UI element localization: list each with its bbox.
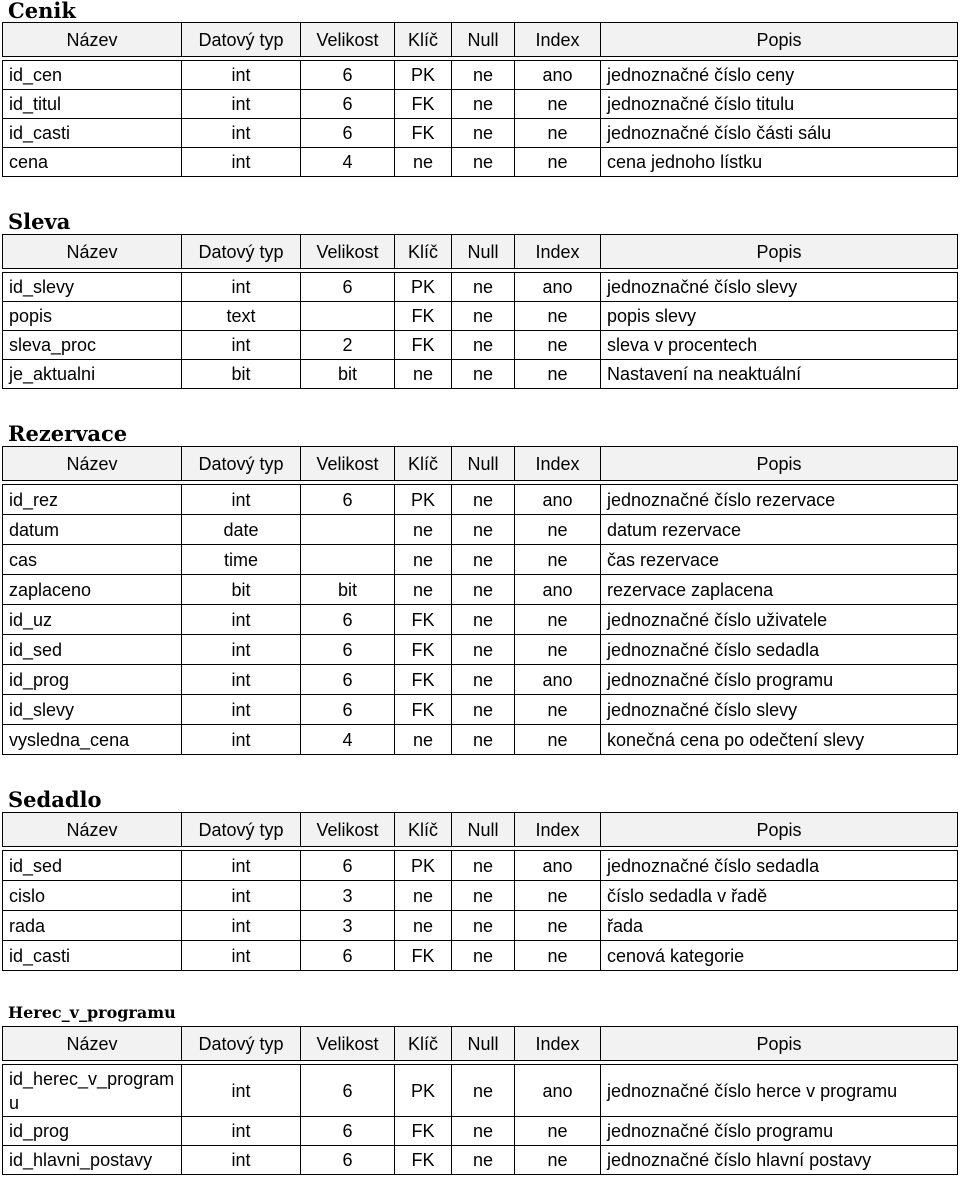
cell-index: ne: [515, 725, 601, 755]
table-title-herec-v-programu: Herec_v_programu: [8, 1003, 176, 1022]
cell-null: ne: [452, 302, 515, 331]
cell-null: ne: [452, 635, 515, 665]
column-header-datovy-typ: Datový typ: [182, 1027, 301, 1061]
cell-klic: ne: [395, 725, 452, 755]
column-header-klic: Klíč: [395, 235, 452, 269]
column-header-index: Index: [515, 813, 601, 847]
cell-velikost: 6: [301, 90, 395, 119]
column-header-index: Index: [515, 235, 601, 269]
cell-popis: jednoznačné číslo uživatele: [601, 605, 958, 635]
cell-nazev: id_casti: [3, 941, 182, 971]
cell-nazev: id_hlavni_postavy: [3, 1146, 182, 1175]
table-header-row: [3, 447, 958, 481]
table-row: [3, 881, 958, 911]
cell-nazev: cas: [3, 545, 182, 575]
cell-velikost: 6: [301, 635, 395, 665]
cell-null: ne: [452, 331, 515, 360]
cell-popis: datum rezervace: [601, 515, 958, 545]
column-header-popis: Popis: [601, 1027, 958, 1061]
cell-nazev: id_sed: [3, 635, 182, 665]
table-title-rezervace: Rezervace: [8, 421, 128, 446]
cell-null: ne: [452, 851, 515, 881]
table-row: [3, 119, 958, 148]
cell-velikost: [301, 545, 395, 575]
cell-nazev: id_titul: [3, 90, 182, 119]
cell-datovy-typ: int: [182, 148, 301, 177]
table-row: [3, 695, 958, 725]
cell-klic: ne: [395, 545, 452, 575]
cell-nazev: cena: [3, 148, 182, 177]
cell-index: ano: [515, 851, 601, 881]
cell-velikost: [301, 302, 395, 331]
cell-index: ne: [515, 90, 601, 119]
column-header-datovy-typ: Datový typ: [182, 813, 301, 847]
cell-popis: jednoznačné číslo titulu: [601, 90, 958, 119]
cell-popis: jednoznačné číslo sedadla: [601, 851, 958, 881]
table-row: [3, 360, 958, 389]
cell-index: ano: [515, 665, 601, 695]
cell-index: ne: [515, 911, 601, 941]
cell-klic: FK: [395, 941, 452, 971]
cell-index: ano: [515, 575, 601, 605]
cell-datovy-typ: bit: [182, 575, 301, 605]
cell-index: ano: [515, 1065, 601, 1117]
column-header-velikost: Velikost: [301, 23, 395, 57]
cell-klic: FK: [395, 1117, 452, 1146]
table-header-row: [3, 23, 958, 57]
cell-index: ne: [515, 302, 601, 331]
data-table-herec-v-programu: [2, 1026, 958, 1175]
table-title-sleva: Sleva: [8, 209, 71, 234]
column-header-index: Index: [515, 1027, 601, 1061]
table-row: [3, 635, 958, 665]
cell-index: ne: [515, 941, 601, 971]
cell-null: ne: [452, 1146, 515, 1175]
cell-nazev: id_cen: [3, 61, 182, 90]
cell-null: ne: [452, 605, 515, 635]
column-header-null: Null: [452, 813, 515, 847]
cell-velikost: 6: [301, 1065, 395, 1117]
cell-velikost: 4: [301, 148, 395, 177]
cell-klic: FK: [395, 695, 452, 725]
cell-index: ano: [515, 485, 601, 515]
cell-datovy-typ: int: [182, 941, 301, 971]
cell-klic: ne: [395, 360, 452, 389]
table-row: [3, 331, 958, 360]
column-header-velikost: Velikost: [301, 235, 395, 269]
cell-popis: jednoznačné číslo programu: [601, 1117, 958, 1146]
cell-klic: FK: [395, 331, 452, 360]
cell-popis: sleva v procentech: [601, 331, 958, 360]
cell-nazev: id_herec_v_programu: [3, 1065, 182, 1117]
table-row: [3, 851, 958, 881]
cell-velikost: 6: [301, 665, 395, 695]
cell-null: ne: [452, 911, 515, 941]
cell-datovy-typ: int: [182, 635, 301, 665]
column-header-datovy-typ: Datový typ: [182, 447, 301, 481]
cell-null: ne: [452, 485, 515, 515]
table-row: [3, 61, 958, 90]
cell-nazev: je_aktualni: [3, 360, 182, 389]
cell-klic: ne: [395, 148, 452, 177]
data-table-sedadlo: [2, 812, 958, 971]
cell-datovy-typ: text: [182, 302, 301, 331]
cell-velikost: 2: [301, 331, 395, 360]
column-header-popis: Popis: [601, 235, 958, 269]
column-header-nazev: Název: [3, 447, 182, 481]
cell-velikost: 6: [301, 119, 395, 148]
cell-velikost: 6: [301, 485, 395, 515]
cell-null: ne: [452, 61, 515, 90]
cell-null: ne: [452, 665, 515, 695]
cell-index: ne: [515, 695, 601, 725]
cell-index: ne: [515, 881, 601, 911]
cell-klic: FK: [395, 605, 452, 635]
cell-null: ne: [452, 119, 515, 148]
cell-datovy-typ: int: [182, 90, 301, 119]
cell-nazev: id_prog: [3, 1117, 182, 1146]
cell-index: ne: [515, 1146, 601, 1175]
cell-velikost: bit: [301, 575, 395, 605]
cell-datovy-typ: int: [182, 851, 301, 881]
column-header-null: Null: [452, 23, 515, 57]
cell-null: ne: [452, 148, 515, 177]
cell-klic: FK: [395, 90, 452, 119]
cell-datovy-typ: time: [182, 545, 301, 575]
cell-klic: FK: [395, 302, 452, 331]
table-row: [3, 273, 958, 302]
column-header-klic: Klíč: [395, 23, 452, 57]
cell-nazev: vysledna_cena: [3, 725, 182, 755]
table-header-row: [3, 813, 958, 847]
table-row: [3, 90, 958, 119]
cell-popis: jednoznačné číslo slevy: [601, 273, 958, 302]
cell-klic: ne: [395, 575, 452, 605]
table-row: [3, 575, 958, 605]
table-title-cenik: Cenik: [8, 0, 76, 23]
cell-nazev: id_prog: [3, 665, 182, 695]
cell-popis: jednoznačné číslo části sálu: [601, 119, 958, 148]
column-header-popis: Popis: [601, 447, 958, 481]
cell-datovy-typ: int: [182, 665, 301, 695]
cell-datovy-typ: int: [182, 881, 301, 911]
cell-popis: konečná cena po odečtení slevy: [601, 725, 958, 755]
column-header-null: Null: [452, 447, 515, 481]
cell-popis: cenová kategorie: [601, 941, 958, 971]
column-header-popis: Popis: [601, 813, 958, 847]
cell-klic: PK: [395, 1065, 452, 1117]
cell-klic: ne: [395, 515, 452, 545]
cell-index: ne: [515, 605, 601, 635]
cell-index: ne: [515, 119, 601, 148]
cell-datovy-typ: int: [182, 911, 301, 941]
cell-datovy-typ: int: [182, 485, 301, 515]
cell-popis: jednoznačné číslo hlavní postavy: [601, 1146, 958, 1175]
column-header-klic: Klíč: [395, 447, 452, 481]
cell-velikost: 6: [301, 1117, 395, 1146]
cell-popis: jednoznačné číslo slevy: [601, 695, 958, 725]
cell-velikost: 6: [301, 273, 395, 302]
column-header-nazev: Název: [3, 1027, 182, 1061]
cell-datovy-typ: int: [182, 331, 301, 360]
cell-nazev: id_rez: [3, 485, 182, 515]
table-row: [3, 665, 958, 695]
cell-klic: ne: [395, 881, 452, 911]
column-header-velikost: Velikost: [301, 813, 395, 847]
cell-nazev: id_uz: [3, 605, 182, 635]
column-header-datovy-typ: Datový typ: [182, 23, 301, 57]
cell-nazev: zaplaceno: [3, 575, 182, 605]
table-row: [3, 302, 958, 331]
cell-velikost: 3: [301, 911, 395, 941]
cell-popis: jednoznačné číslo sedadla: [601, 635, 958, 665]
cell-velikost: 6: [301, 851, 395, 881]
column-header-index: Index: [515, 447, 601, 481]
cell-klic: ne: [395, 911, 452, 941]
cell-datovy-typ: int: [182, 1117, 301, 1146]
cell-null: ne: [452, 90, 515, 119]
cell-velikost: 6: [301, 61, 395, 90]
cell-index: ne: [515, 545, 601, 575]
cell-popis: číslo sedadla v řadě: [601, 881, 958, 911]
cell-datovy-typ: date: [182, 515, 301, 545]
cell-null: ne: [452, 273, 515, 302]
column-header-index: Index: [515, 23, 601, 57]
cell-velikost: 6: [301, 941, 395, 971]
column-header-velikost: Velikost: [301, 1027, 395, 1061]
table-header-row: [3, 1027, 958, 1061]
cell-null: ne: [452, 1117, 515, 1146]
cell-null: ne: [452, 941, 515, 971]
cell-null: ne: [452, 545, 515, 575]
cell-datovy-typ: int: [182, 273, 301, 302]
cell-popis: jednoznačné číslo rezervace: [601, 485, 958, 515]
data-table-rezervace: [2, 446, 958, 755]
cell-datovy-typ: bit: [182, 360, 301, 389]
table-row: [3, 485, 958, 515]
cell-null: ne: [452, 360, 515, 389]
cell-nazev: sleva_proc: [3, 331, 182, 360]
table-row: [3, 941, 958, 971]
cell-index: ne: [515, 635, 601, 665]
cell-velikost: bit: [301, 360, 395, 389]
cell-datovy-typ: int: [182, 1146, 301, 1175]
cell-popis: jednoznačné číslo programu: [601, 665, 958, 695]
cell-velikost: 4: [301, 725, 395, 755]
table-row: [3, 1065, 958, 1117]
cell-datovy-typ: int: [182, 605, 301, 635]
cell-popis: rezervace zaplacena: [601, 575, 958, 605]
cell-nazev: cislo: [3, 881, 182, 911]
cell-index: ne: [515, 515, 601, 545]
cell-null: ne: [452, 725, 515, 755]
cell-klic: PK: [395, 485, 452, 515]
cell-null: ne: [452, 575, 515, 605]
cell-nazev: id_slevy: [3, 695, 182, 725]
cell-klic: FK: [395, 635, 452, 665]
cell-null: ne: [452, 695, 515, 725]
table-header-row: [3, 235, 958, 269]
table-title-sedadlo: Sedadlo: [8, 787, 102, 812]
cell-index: ne: [515, 360, 601, 389]
cell-nazev: popis: [3, 302, 182, 331]
table-row: [3, 1117, 958, 1146]
cell-index: ano: [515, 61, 601, 90]
cell-null: ne: [452, 1065, 515, 1117]
cell-datovy-typ: int: [182, 61, 301, 90]
cell-datovy-typ: int: [182, 1065, 301, 1117]
column-header-datovy-typ: Datový typ: [182, 235, 301, 269]
cell-popis: řada: [601, 911, 958, 941]
cell-popis: čas rezervace: [601, 545, 958, 575]
cell-klic: FK: [395, 1146, 452, 1175]
column-header-null: Null: [452, 235, 515, 269]
cell-index: ne: [515, 331, 601, 360]
cell-nazev: id_slevy: [3, 273, 182, 302]
column-header-nazev: Název: [3, 23, 182, 57]
cell-popis: jednoznačné číslo herce v programu: [601, 1065, 958, 1117]
table-row: [3, 515, 958, 545]
column-header-klic: Klíč: [395, 813, 452, 847]
cell-null: ne: [452, 515, 515, 545]
cell-nazev: datum: [3, 515, 182, 545]
column-header-velikost: Velikost: [301, 447, 395, 481]
column-header-null: Null: [452, 1027, 515, 1061]
cell-nazev: id_casti: [3, 119, 182, 148]
table-row: [3, 545, 958, 575]
cell-velikost: [301, 515, 395, 545]
table-row: [3, 148, 958, 177]
cell-datovy-typ: int: [182, 119, 301, 148]
table-row: [3, 911, 958, 941]
cell-klic: FK: [395, 119, 452, 148]
cell-klic: PK: [395, 61, 452, 90]
cell-popis: cena jednoho lístku: [601, 148, 958, 177]
cell-popis: popis slevy: [601, 302, 958, 331]
table-row: [3, 605, 958, 635]
cell-nazev: rada: [3, 911, 182, 941]
column-header-nazev: Název: [3, 813, 182, 847]
cell-datovy-typ: int: [182, 695, 301, 725]
cell-velikost: 3: [301, 881, 395, 911]
table-row: [3, 1146, 958, 1175]
cell-velikost: 6: [301, 1146, 395, 1175]
column-header-nazev: Název: [3, 235, 182, 269]
column-header-klic: Klíč: [395, 1027, 452, 1061]
cell-popis: jednoznačné číslo ceny: [601, 61, 958, 90]
cell-index: ne: [515, 148, 601, 177]
cell-velikost: 6: [301, 605, 395, 635]
table-row: [3, 725, 958, 755]
cell-index: ne: [515, 1117, 601, 1146]
cell-null: ne: [452, 881, 515, 911]
cell-velikost: 6: [301, 695, 395, 725]
cell-popis: Nastavení na neaktuální: [601, 360, 958, 389]
cell-klic: PK: [395, 851, 452, 881]
cell-klic: PK: [395, 273, 452, 302]
cell-datovy-typ: int: [182, 725, 301, 755]
cell-nazev: id_sed: [3, 851, 182, 881]
data-table-cenik: [2, 22, 958, 177]
column-header-popis: Popis: [601, 23, 958, 57]
cell-index: ano: [515, 273, 601, 302]
data-table-sleva: [2, 234, 958, 389]
cell-klic: FK: [395, 665, 452, 695]
